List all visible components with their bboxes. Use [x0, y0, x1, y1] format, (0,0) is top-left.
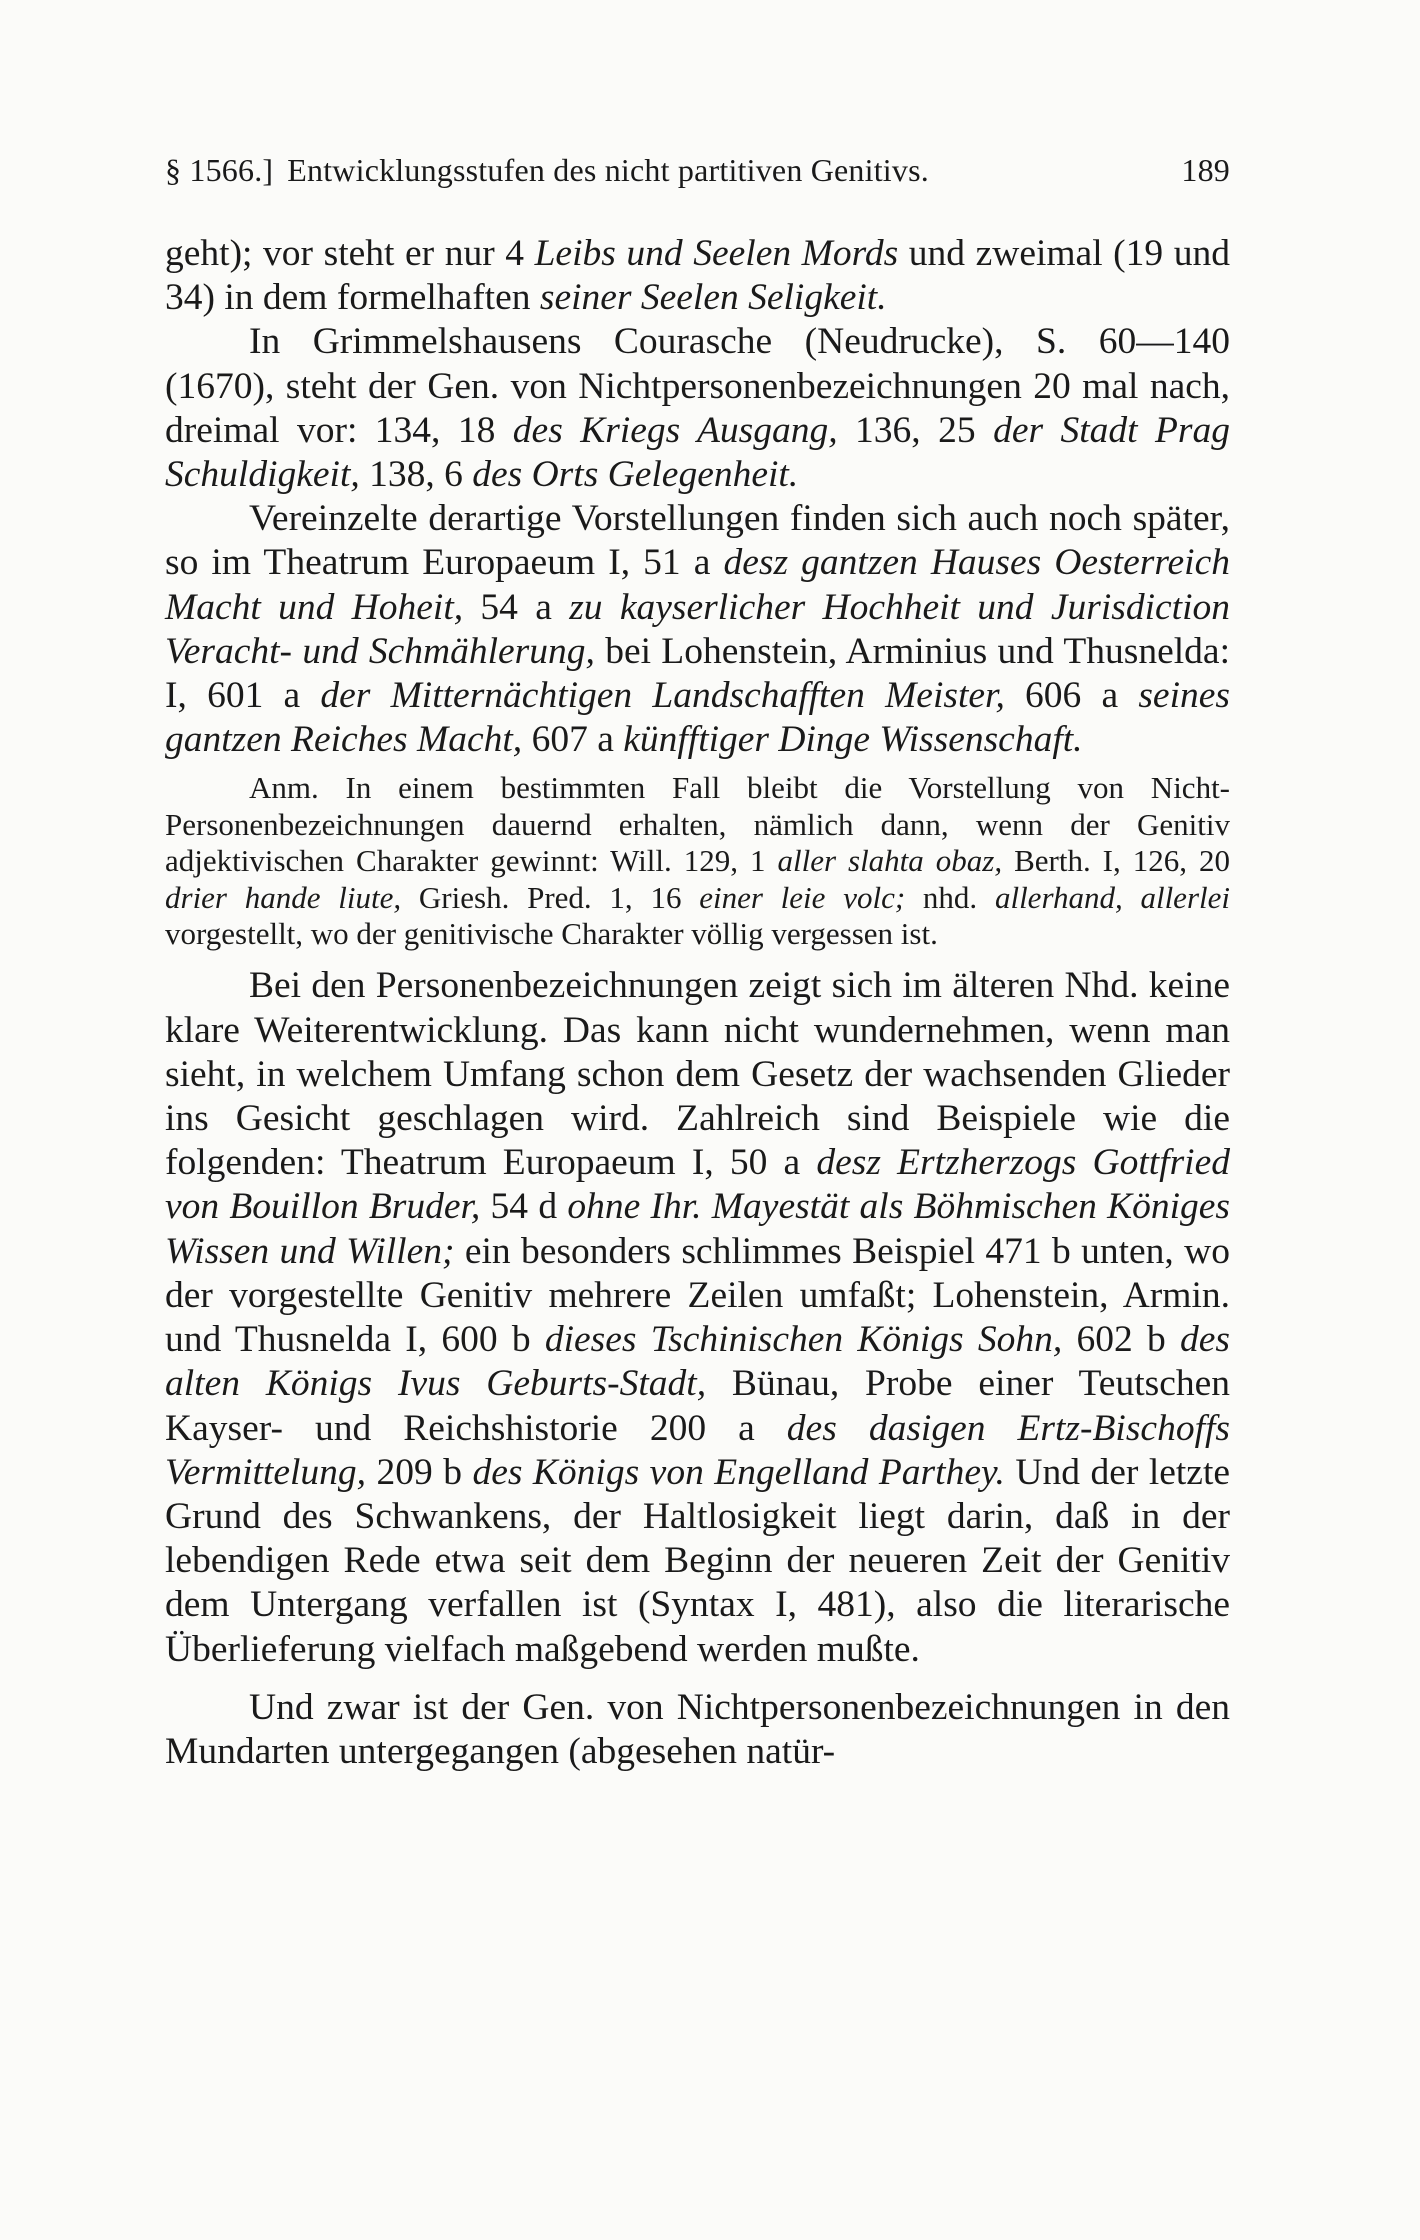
text-run: Bünau, Probe einer Teutschen Kayser- und Reichshistorie 200 a — [165, 1363, 1230, 1449]
italic-citation: der Mitternächtigen Landschafften Meister, — [320, 675, 1005, 717]
text-run: Vereinzelte derartige Vorstellungen finden sich auch noch später, so im Theatrum Europaeum I, 51 a — [165, 498, 1230, 584]
text-run: Griesh. Pred. 1, 16 — [401, 879, 700, 915]
italic-citation: einer leie volc; — [699, 879, 906, 915]
italic-citation: desz gantzen Hauses Oesterreich Macht und Hoheit, — [165, 542, 1230, 628]
italic-citation: ohne Ihr. Mayestät als Böhmischen Königes Wissen und Willen; — [165, 1186, 1231, 1272]
italic-citation: allerhand, allerlei — [994, 879, 1230, 915]
running-header — [165, 152, 1230, 189]
paragraph-2 — [165, 320, 1230, 497]
italic-citation: des Kriegs Ausgang, — [512, 409, 838, 451]
italic-citation: des dasigen Ertz-Bischoffs Vermittelung, — [165, 1407, 1230, 1493]
text-run: 54 d — [480, 1186, 568, 1228]
text-run: und zweimal (19 und 34) in dem formelhaften — [165, 233, 1230, 319]
text-run: geht); vor steht er nur 4 — [165, 233, 535, 274]
italic-citation: der Stadt Prag Schuldigkeit, — [165, 409, 1231, 496]
text-run: 54 a — [463, 586, 570, 628]
italic-citation: des alten Königs Ivus Geburts-Stadt, — [165, 1319, 1230, 1405]
text-run: 602 b — [1062, 1319, 1180, 1361]
italic-citation: des Orts Gelegenheit. — [472, 454, 799, 496]
paragraph-1 — [165, 232, 1230, 320]
italic-citation: seiner Seelen Seligkeit. — [539, 277, 887, 319]
text-run: bei Lohenstein, Arminius und Thusnelda: I, 601 a — [165, 630, 1230, 717]
text-run: ein besonders schlimmes Beispiel 471 b unten, wo der vorgestellte Genitiv mehrere Zeilen umfaßt; Lohenstein, Armin. und Thusnelda I, 600 b — [165, 1230, 1230, 1361]
footnote-anm — [165, 770, 1230, 952]
text-run: nhd. — [905, 879, 995, 915]
text-run: 209 b — [366, 1451, 473, 1493]
page-number: 189 — [1181, 152, 1230, 188]
text-run: 606 a — [1004, 675, 1139, 717]
text-run: Bei den Personenbezeichnungen zeigt sich im älteren Nhd. keine klare Weiterentwicklung. Das kann nicht wundernehmen, wenn man sieht, in welchem Umfang schon dem Gesetz der wachsenden Glieder ins Gesicht geschlagen wird. Zahlreich sind Beispiele wie die folgenden: Theatrum Europaeum I, 50 a — [165, 965, 1230, 1184]
italic-citation: zu kayserlicher Hochheit und Jurisdiction Veracht- und Schmählerung, — [165, 586, 1230, 672]
body-text — [165, 232, 1230, 1774]
italic-citation: künfftiger Dinge Wissenschaft. — [623, 719, 1083, 761]
paragraph-4 — [165, 964, 1230, 1671]
paragraph-5 — [165, 1686, 1230, 1774]
italic-citation: drier hande liute, — [165, 879, 402, 915]
italic-citation: seines gantzen Reiches Macht, — [165, 675, 1230, 761]
section-reference: § 1566.] — [165, 152, 274, 188]
text-run: Und zwar ist der Gen. von Nichtpersonenbezeichnungen in den Mundarten untergegangen (abgesehen natür- — [165, 1686, 1230, 1772]
italic-citation: des Königs von Engelland Parthey. — [472, 1451, 1005, 1493]
text-run: 607 a — [522, 719, 624, 761]
text-run: In Grimmelshausens Courasche (Neudrucke), S. 60—140 (1670), steht der Gen. von Nichtpersonenbezeichnungen 20 mal nach, dreimal vor: 134, 18 — [165, 321, 1230, 451]
italic-citation: desz Ertzherzogs Gottfried von Bouillon Bruder, — [165, 1142, 1230, 1228]
running-title: Entwicklungsstufen des nicht partitiven Genitivs. — [287, 152, 929, 188]
text-run: 136, 25 — [837, 409, 994, 451]
text-run: 138, 6 — [359, 454, 473, 496]
text-run: Und der letzte Grund des Schwankens, der Haltlosigkeit liegt darin, daß in der lebendigen Rede etwa seit dem Beginn der neueren Zeit der Genitiv dem Untergang verfallen ist (Syntax I, 481), also die literarische Überlieferung vielfach maßgebend werden mußte. — [165, 1451, 1231, 1670]
italic-citation: aller slahta obaz, — [777, 843, 1003, 879]
text-run: vorgestellt, wo der genitivische Charakter völlig vergessen ist. — [165, 916, 938, 952]
italic-citation: dieses Tschinischen Königs Sohn, — [544, 1319, 1063, 1361]
text-run: Berth. I, 126, 20 — [1002, 843, 1230, 879]
footnote-label: Anm. — [249, 770, 319, 806]
italic-citation: Leibs und Seelen Mords — [534, 233, 899, 274]
paragraph-3 — [165, 497, 1230, 762]
text-run: In einem bestimmten Fall bleibt die Vorstellung von Nicht-Personenbezeichnungen dauernd erhalten, nämlich dann, wenn der Genitiv adjektivischen Charakter gewinnt: Will. 129, 1 — [165, 770, 1230, 879]
